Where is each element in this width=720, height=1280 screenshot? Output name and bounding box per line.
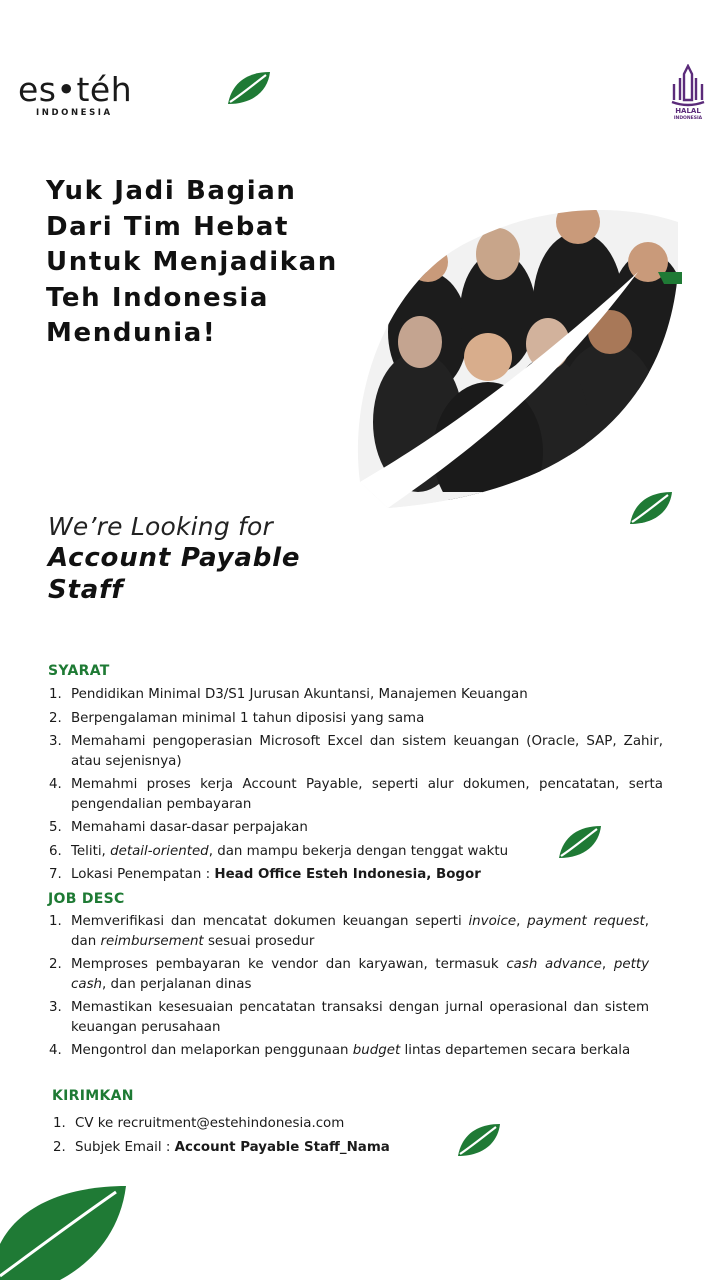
list-item (49, 912, 649, 951)
jobdesc-list (49, 912, 649, 1065)
list-item-number: 1. (49, 914, 62, 929)
list-item-text: Memahmi proses kerja Account Payable, seperti alur dokumen, pencatatan, serta pengendalian pembayaran (71, 777, 663, 812)
list-item-text: payment request (527, 914, 645, 929)
list-item (49, 709, 663, 729)
position-title (48, 543, 348, 606)
headline (46, 174, 356, 352)
headline-line: Dari Tim Hebat (46, 211, 290, 242)
list-item-number: 6. (49, 843, 62, 859)
list-item-number: 3. (49, 734, 62, 749)
list-item-text: CV ke recruitment@estehindonesia.com (75, 1116, 345, 1131)
list-item-text: reimbursement (100, 933, 204, 949)
list-item-text: , dan perjalanan dinas (102, 976, 252, 992)
list-item (49, 955, 649, 994)
list-item-number: 2. (53, 1139, 66, 1155)
list-item-text: Memastikan kesesuaian pencatatan transaksi dengan jurnal operasional dan sistem keuangan perusahaan (71, 1000, 649, 1035)
list-item-number: 7. (49, 867, 62, 882)
list-item-text: Memverifikasi dan mencatat dokumen keuangan seperti (71, 914, 469, 929)
list-item-text: , (601, 957, 614, 972)
list-item (49, 1041, 649, 1061)
list-item (49, 685, 663, 705)
list-item (53, 1114, 493, 1134)
syarat-heading: SYARAT (48, 663, 110, 679)
position-title-line: Staff (48, 574, 124, 605)
team-photo (348, 192, 682, 508)
list-item-number: 4. (49, 777, 62, 792)
list-item-text: Berpengalaman minimal 1 tahun diposisi yang sama (71, 710, 425, 726)
leaf-icon (226, 70, 272, 106)
halal-badge (668, 64, 708, 124)
list-item-text: sesuai prosedur (203, 933, 315, 949)
logo-subtext: INDONESIA (36, 108, 113, 118)
list-item-text: invoice (468, 914, 517, 929)
list-item-text: Lokasi Penempatan : (71, 867, 215, 882)
list-item (53, 1138, 493, 1158)
list-item-text: , dan (71, 914, 649, 949)
list-item-text: petty cash (71, 957, 649, 992)
leaf-icon (557, 824, 603, 860)
list-item-number: 1. (53, 1116, 66, 1131)
list-item-text: Memproses pembayaran ke vendor dan karyawan, termasuk (71, 957, 507, 972)
jobdesc-heading: JOB DESC (48, 891, 125, 907)
looking-for-text: We’re Looking for (48, 512, 274, 541)
list-item-text: , dan mampu bekerja dengan tenggat waktu (208, 843, 509, 859)
halal-sublabel: INDONESIA (673, 116, 703, 121)
large-leaf-decoration (0, 1184, 130, 1280)
list-item-text: cash advance (506, 957, 602, 972)
list-item-text: Memahami dasar-dasar perpajakan (71, 820, 308, 835)
list-item-text: Memahami pengoperasian Microsoft Excel dan sistem keuangan (Oracle, SAP, Zahir, atau sejenisnya) (71, 734, 663, 769)
list-item-number: 2. (49, 957, 62, 972)
list-item-number: 5. (49, 820, 62, 835)
leaf-icon (456, 1122, 502, 1158)
leaf-icon (628, 490, 674, 526)
list-item (49, 865, 663, 885)
list-item (49, 775, 663, 814)
list-item-text: Account Payable Staff_Nama (174, 1139, 390, 1155)
list-item-text: Head Office Esteh Indonesia, Bogor (214, 867, 481, 882)
list-item-text: detail-oriented (110, 843, 209, 859)
halal-label: HALAL (675, 107, 701, 115)
headline-line: Untuk Menjadikan (46, 247, 338, 277)
halal-emblem-icon (668, 64, 708, 108)
list-item-text: Teliti, (71, 843, 111, 859)
logo-wordmark: es•téh (18, 70, 133, 109)
list-item-number: 4. (49, 1043, 62, 1058)
kirimkan-list (53, 1114, 493, 1161)
list-item (49, 732, 663, 771)
list-item-number: 1. (49, 687, 62, 702)
headline-line: Yuk Jadi Bagian (46, 176, 297, 206)
list-item (49, 998, 649, 1037)
list-item-text: Subjek Email : (75, 1139, 175, 1155)
esteh-logo (18, 72, 138, 118)
list-item-text: lintas departemen secara berkala (400, 1043, 631, 1058)
position-title-line: Account Payable (48, 543, 301, 573)
kirimkan-heading: KIRIMKAN (52, 1088, 134, 1104)
list-item-number: 2. (49, 710, 62, 726)
list-item-text: , (516, 914, 528, 929)
list-item-text: budget (352, 1043, 401, 1058)
headline-line: Teh Indonesia (46, 282, 270, 313)
list-item-text: Mengontrol dan melaporkan penggunaan (71, 1043, 353, 1058)
headline-line: Mendunia! (46, 318, 217, 348)
list-item-number: 3. (49, 1000, 62, 1015)
list-item-text: Pendidikan Minimal D3/S1 Jurusan Akuntansi, Manajemen Keuangan (71, 687, 528, 702)
